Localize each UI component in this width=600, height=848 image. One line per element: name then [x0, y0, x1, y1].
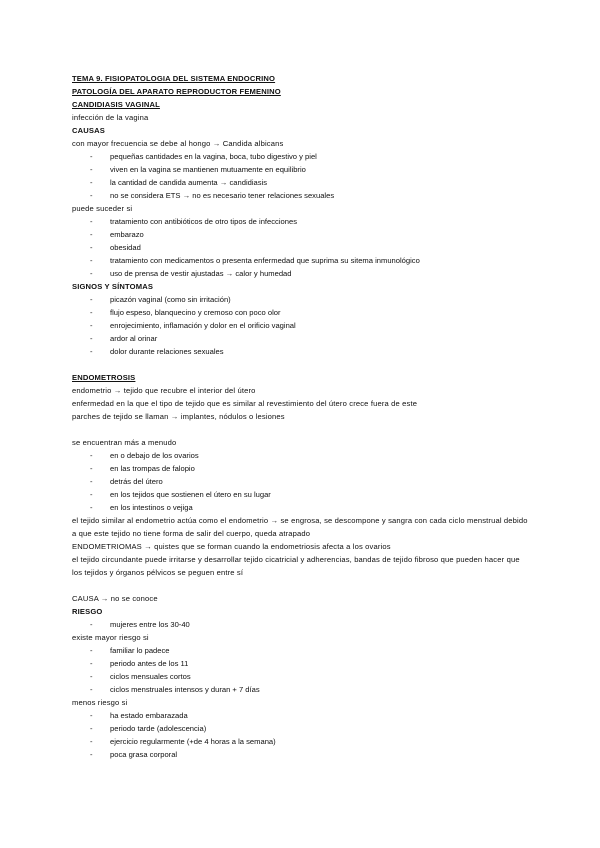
list-item: - pequeñas cantidades en la vagina, boca, tubo digestivo y piel	[72, 150, 532, 163]
list-item: - en o debajo de los ovarios	[72, 449, 532, 462]
section-title: PATOLOGÍA DEL APARATO REPRODUCTOR FEMENINO	[72, 87, 281, 96]
list-item: - flujo espeso, blanquecino y cremoso con poco olor	[72, 306, 532, 319]
riesgo-list	[72, 618, 532, 631]
mayor-riesgo-intro: existe mayor riesgo si	[72, 633, 149, 642]
list-item: - mujeres entre los 30-40	[72, 618, 532, 631]
list-item: - periodo antes de los 11	[72, 657, 532, 670]
list-item: - detrás del útero	[72, 475, 532, 488]
list-item: - no se considera ETS → no es necesario tener relaciones sexuales	[72, 189, 532, 202]
paragraph-tejido: el tejido similar al endometrio actúa como el endometrio → se engrosa, se descompone y sangra con cada ciclo menstrual debido a que este tejido no tiene forma de salir del cuerpo, queda atrapado	[72, 516, 528, 538]
topic-title: TEMA 9. FISIOPATOLOGIA DEL SISTEMA ENDOCRINO	[72, 74, 276, 83]
endometrio-definition: endometrio → tejido que recubre el interior del útero	[72, 386, 256, 395]
list-item: - tratamiento con medicamentos o presenta enfermedad que suprima su sitema inmunológico	[72, 254, 532, 267]
mayor-riesgo-list	[72, 644, 532, 696]
encuentran-list	[72, 449, 532, 514]
menos-riesgo-list	[72, 709, 532, 761]
list-item: - enrojecimiento, inflamación y dolor en el orificio vaginal	[72, 319, 532, 332]
spacer	[72, 423, 532, 436]
causas-heading: CAUSAS	[72, 126, 105, 135]
list-item: - ciclos mensuales cortos	[72, 670, 532, 683]
suceder-intro: puede suceder si	[72, 204, 133, 213]
list-item: - obesidad	[72, 241, 532, 254]
list-item: - la cantidad de candida aumenta → candidiasis	[72, 176, 532, 189]
spacer	[72, 358, 532, 371]
suceder-list	[72, 215, 532, 280]
list-item: - ciclos menstruales intensos y duran + 7 días	[72, 683, 532, 696]
endometriosis-title: ENDOMETROSIS	[72, 373, 136, 382]
endometriosis-definition: enfermedad en la que el tipo de tejido que es similar al revestimiento del útero crece fuera de este	[72, 399, 418, 408]
list-item: - embarazo	[72, 228, 532, 241]
signos-heading: SIGNOS Y SÍNTOMAS	[72, 282, 154, 291]
list-item: - viven en la vagina se mantienen mutuamente en equilibrio	[72, 163, 532, 176]
list-item: - periodo tarde (adolescencia)	[72, 722, 532, 735]
list-item: - ejercicio regularmente (+de 4 horas a la semana)	[72, 735, 532, 748]
paragraph-endometriomas: ENDOMETRIOMAS → quistes que se forman cuando la endometriosis afecta a los ovarios	[72, 542, 391, 551]
list-item: - ardor al orinar	[72, 332, 532, 345]
list-item: - ha estado embarazada	[72, 709, 532, 722]
encuentran-intro: se encuentran más a menudo	[72, 438, 177, 447]
spacer	[72, 579, 532, 592]
list-item: - en las trompas de falopio	[72, 462, 532, 475]
riesgo-heading: RIESGO	[72, 607, 103, 616]
signos-list	[72, 293, 532, 358]
list-item: - en los tejidos que sostienen el útero en su lugar	[72, 488, 532, 501]
implantes-line: parches de tejido se llaman → implantes, nódulos o lesiones	[72, 412, 285, 421]
document-content	[72, 72, 532, 761]
causas-intro: con mayor frecuencia se debe al hongo → Candida albicans	[72, 139, 284, 148]
causas-list	[72, 150, 532, 202]
list-item: - poca grasa corporal	[72, 748, 532, 761]
candidiasis-title: CANDIDIASIS VAGINAL	[72, 100, 160, 109]
list-item: - familiar lo padece	[72, 644, 532, 657]
causa-line: CAUSA → no se conoce	[72, 594, 158, 603]
list-item: - picazón vaginal (como sin irritación)	[72, 293, 532, 306]
list-item: - en los intestinos o vejiga	[72, 501, 532, 514]
list-item: - uso de prensa de vestir ajustadas → calor y humedad	[72, 267, 532, 280]
candidiasis-definition: infección de la vagina	[72, 113, 149, 122]
paragraph-adherencias: el tejido circundante puede irritarse y desarrollar tejido cicatricial y adherencias, bandas de tejido fibroso que pueden hacer que los tejidos y órganos pélvicos se peguen entre sí	[72, 555, 520, 577]
list-item: - tratamiento con antibióticos de otro tipos de infecciones	[72, 215, 532, 228]
list-item: - dolor durante relaciones sexuales	[72, 345, 532, 358]
menos-riesgo-intro: menos riesgo si	[72, 698, 128, 707]
